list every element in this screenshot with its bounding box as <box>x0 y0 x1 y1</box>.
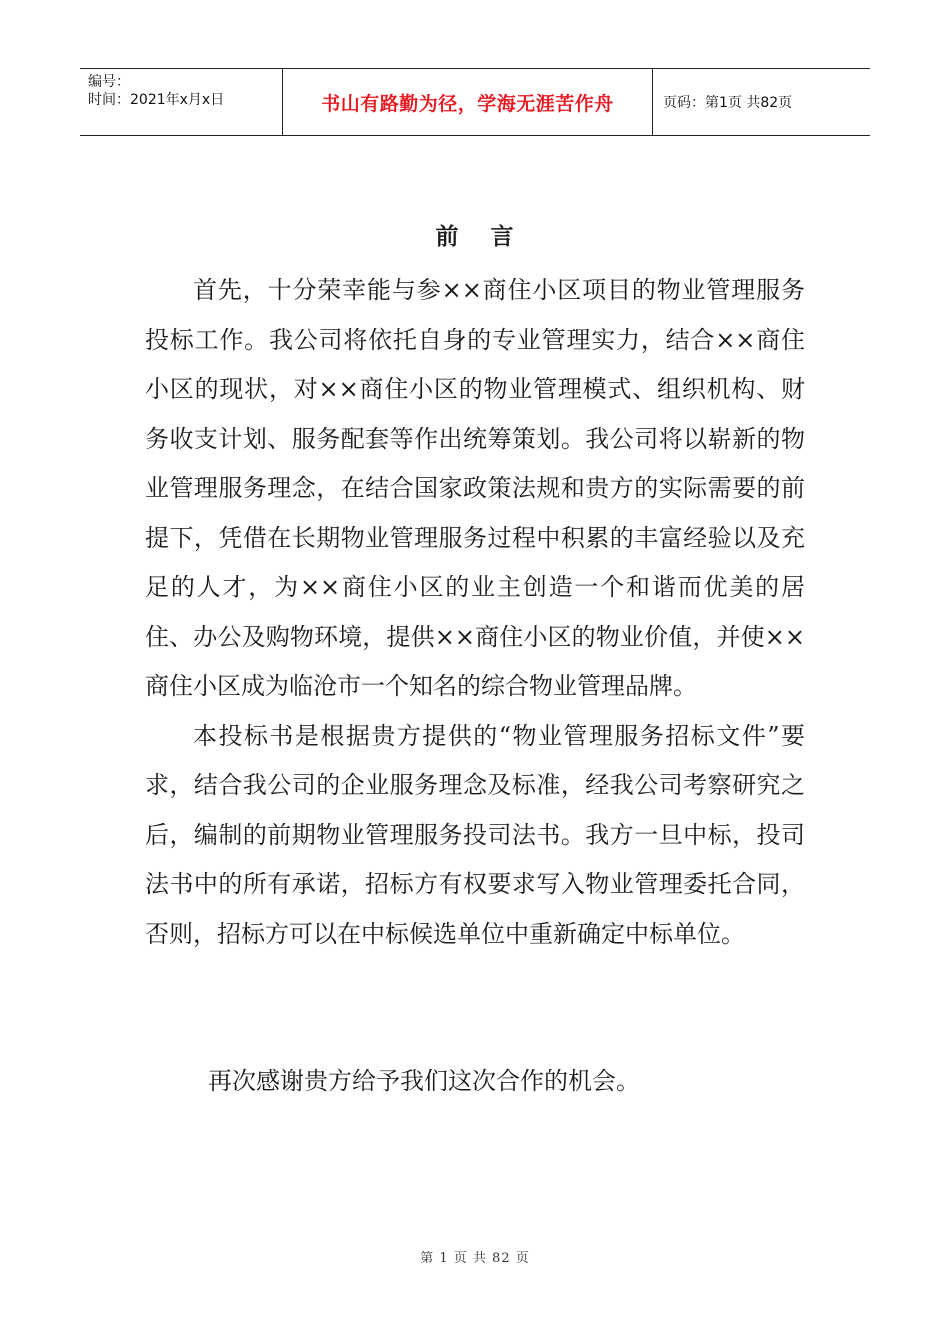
document-body <box>145 266 805 959</box>
paragraph-closing: 再次感谢贵方给予我们这次合作的机会。 <box>208 1067 640 1095</box>
document-title: 前 言 <box>435 224 515 250</box>
header-motto: 书山有路勤为径，学海无涯苦作舟 <box>282 69 653 135</box>
paragraph-intro: 首先，十分荣幸能与参××商住小区项目的物业管理服务投标工作。我公司将依托自身的专业管理实力，结合××商住小区的现状，对××商住小区的物业管理模式、组织机构、财务收支计划、服务配套等作出统筹策划。我公司将以崭新的物业管理服务理念，在结合国家政策法规和贵方的实际需要的前提下，凭借在长期物业管理服务过程中积累的丰富经验以及充足的人才，为××商住小区的业主创造一个和谐而优美的居住、办公及购物环境，提供××商住小区的物业价值，并使××商住小区成为临沧市一个知名的综合物业管理品牌。 <box>145 276 805 700</box>
header-meta <box>80 69 282 135</box>
page-footer: 第 1 页 共 82 页 <box>420 1251 530 1266</box>
header-page-info: 页码：第1页 共82页 <box>663 95 793 111</box>
paragraph-bid-description: 本投标书是根据贵方提供的“物业管理服务招标文件”要求，结合我公司的企业服务理念及标准，经我公司考察研究之后，编制的前期物业管理服务投司法书。我方一旦中标，投司法书中的所有承诺，招标方有权要求写入物业管理委托合同，否则，招标方可以在中标候选单位中重新确定中标单位。 <box>145 721 805 948</box>
document-date: 时间：2021年x月x日 <box>88 92 225 108</box>
document-number-label: 编号： <box>88 74 130 90</box>
page-header <box>80 68 870 136</box>
